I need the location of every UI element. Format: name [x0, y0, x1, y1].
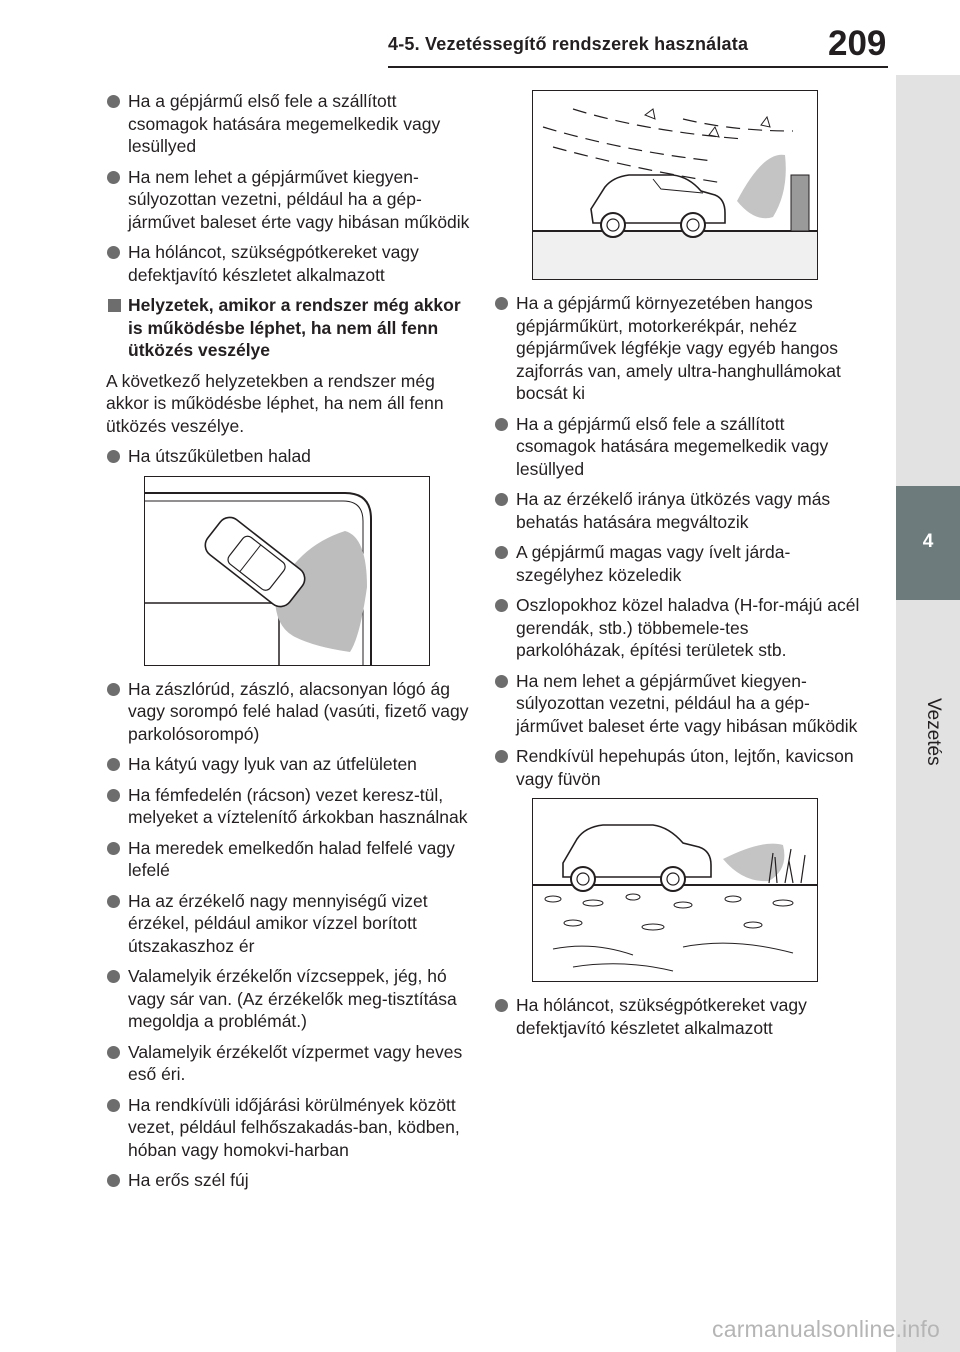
- bullet-icon: [107, 450, 120, 463]
- bullet-icon: [495, 418, 508, 431]
- bullet-icon: [107, 1174, 120, 1187]
- list-item: Ha rendkívüli időjárási körülmények között vezet, például felhőszakadás-ban, ködben, hóban vagy homokvi-harban: [106, 1094, 472, 1162]
- right-column: [494, 90, 860, 1047]
- list-item: Rendkívül hepehupás úton, lejtőn, kavicson vagy füvön: [494, 745, 860, 790]
- list-item: Ha nem lehet a gépjárművet kiegyen-súlyozottan vezetni, például ha a gép-járművet baleset érte vagy hibásan működik: [494, 670, 860, 738]
- section-title: 4-5. Vezetéssegítő rendszerek használata: [388, 34, 749, 54]
- list-item: Ha kátyú vagy lyuk van az útfelületen: [106, 753, 472, 776]
- list-item: Ha meredek emelkedőn halad felfelé vagy lefelé: [106, 837, 472, 882]
- bullet-icon: [107, 842, 120, 855]
- page-number: 209: [828, 24, 887, 63]
- side-tab-bottom: [896, 825, 960, 1352]
- list-item: Ha zászlórúd, zászló, alacsonyan lógó ág vagy sorompó felé halad (vasúti, fizető vagy parkolósorompó): [106, 678, 472, 746]
- chapter-label: Vezetés: [923, 698, 944, 766]
- chapter-tab: [896, 486, 960, 600]
- list-item: Valamelyik érzékelőn vízcseppek, jég, hó vagy sár van. (Az érzékelők meg-tisztítása megoldja a problémát.): [106, 965, 472, 1033]
- list-item: Ha útszűkületben halad: [106, 445, 472, 468]
- list-item: Ha nem lehet a gépjárművet kiegyen-súlyozottan vezetni, például ha a gép-járművet baleset érte vagy hibásan működik: [106, 166, 472, 234]
- bullet-icon: [107, 246, 120, 259]
- bullet-icon: [107, 683, 120, 696]
- square-bullet-icon: [108, 299, 121, 312]
- bullet-icon: [495, 675, 508, 688]
- bullet-icon: [495, 546, 508, 559]
- narrow-road-illustration: [144, 476, 430, 666]
- page-header: [0, 0, 960, 80]
- list-item: Ha hóláncot, szükségpótkereket vagy defektjavító készletet alkalmazott: [106, 241, 472, 286]
- bullet-icon: [107, 895, 120, 908]
- bullet-icon: [495, 493, 508, 506]
- list-item: Ha hóláncot, szükségpótkereket vagy defektjavító készletet alkalmazott: [494, 994, 860, 1039]
- side-tab-top: [896, 75, 960, 486]
- bullet-icon: [495, 297, 508, 310]
- list-item: Ha a gépjármű első fele a szállított csomagok hatására megemelkedik vagy lesüllyed: [494, 413, 860, 481]
- list-item: Ha az érzékelő iránya ütközés vagy más behatás hatására megváltozik: [494, 488, 860, 533]
- intro-paragraph: A következő helyzetekben a rendszer még akkor is működésbe léphet, ha nem áll fenn ütközés veszélye.: [106, 370, 444, 436]
- list-item: A gépjármű magas vagy ívelt járda-szegélyhez közeledik: [494, 541, 860, 586]
- bullet-icon: [107, 789, 120, 802]
- bullet-icon: [107, 1046, 120, 1059]
- list-item: Ha a gépjármű első fele a szállított csomagok hatására megemelkedik vagy lesüllyed: [106, 90, 472, 158]
- bullet-icon: [107, 95, 120, 108]
- chapter-label-tab: [896, 600, 960, 825]
- list-item: Ha az érzékelő nagy mennyiségű vizet érzékel, például amikor vízzel borított útszakaszhoz ér: [106, 890, 472, 958]
- section-heading: Helyzetek, amikor a rendszer még akkor is működésbe léphet, ha nem áll fenn ütközés veszélye: [106, 294, 472, 362]
- bullet-icon: [107, 171, 120, 184]
- bullet-icon: [495, 999, 508, 1012]
- left-column: [106, 90, 472, 1200]
- list-item: Ha a gépjármű környezetében hangos gépjárműkürt, motorkerékpár, nehéz gépjárművek légfékje vagy egyéb hangos zajforrás van, amely ultra-hanghullámokat bocsát ki: [494, 292, 860, 405]
- rough-terrain-illustration: [532, 798, 818, 982]
- list-item: Valamelyik érzékelőt vízpermet vagy heves eső éri.: [106, 1041, 472, 1086]
- list-item: Oszlopokhoz közel haladva (H-for-májú acél gerendák, stb.) többemele-tes parkolóházak, építési területek stb.: [494, 594, 860, 662]
- bullet-icon: [107, 758, 120, 771]
- watermark: carmanualsonline.info: [712, 1316, 940, 1342]
- header-rule: [388, 66, 888, 68]
- strong-wind-illustration: [532, 90, 818, 280]
- bullet-icon: [107, 1099, 120, 1112]
- chapter-number: 4: [922, 531, 934, 552]
- list-item: Ha erős szél fúj: [106, 1169, 472, 1192]
- bullet-icon: [107, 970, 120, 983]
- list-item: Ha fémfedelén (rácson) vezet keresz-tül, melyeket a víztelenítő árkokban használnak: [106, 784, 472, 829]
- bullet-icon: [495, 599, 508, 612]
- bullet-icon: [495, 750, 508, 763]
